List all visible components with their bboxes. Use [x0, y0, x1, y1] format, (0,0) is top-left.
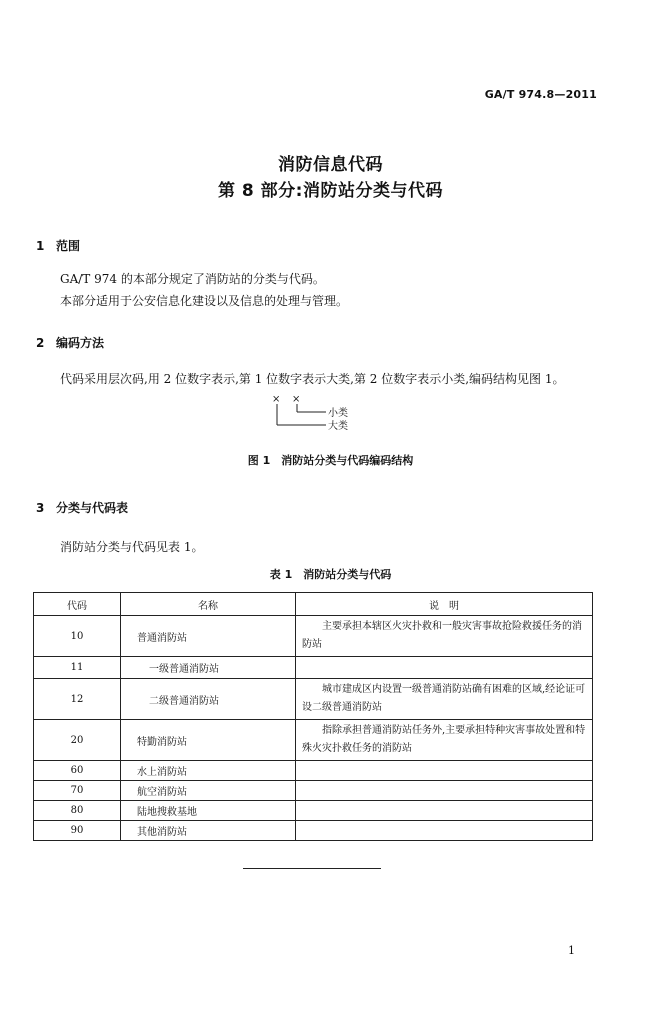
document-subtitle: 第 8 部分:消防站分类与代码 — [218, 181, 443, 201]
cell-name: 其他消防站 — [121, 821, 296, 841]
section-title: 编码方法 — [56, 336, 105, 350]
label-minor-class: 小类 — [328, 408, 348, 419]
section-number: 2 — [36, 336, 45, 350]
paragraph: 本部分适用于公安信息化建设以及信息的处理与管理。 — [60, 294, 349, 308]
cell-name: 二级普通消防站 — [121, 679, 296, 720]
cell-description — [296, 821, 593, 841]
figure-caption: 图 1 消防站分类与代码编码结构 — [247, 454, 414, 467]
cell-description — [296, 657, 593, 679]
paragraph: GA/T 974 的本部分规定了消防站的分类与代码。 — [60, 272, 325, 286]
cell-description — [296, 801, 593, 821]
end-rule — [243, 868, 381, 869]
table-header-row — [34, 593, 593, 616]
cell-name: 陆地搜救基地 — [121, 801, 296, 821]
label-major-class: 大类 — [328, 421, 348, 432]
cell-code: 80 — [34, 801, 121, 821]
standard-number: GA/T 974.8—2011 — [484, 88, 597, 101]
cell-description: 指除承担普通消防站任务外,主要承担特种灾害事故处置和特殊火灾扑救任务的消防站 — [296, 720, 593, 761]
paragraph: 代码采用层次码,用 2 位数字表示,第 1 位数字表示大类,第 2 位数字表示小类,编码结构见图 1。 — [60, 372, 565, 386]
section-title: 范围 — [56, 239, 81, 253]
paragraph: 消防站分类与代码见表 1。 — [60, 540, 204, 554]
classification-code-table — [33, 592, 593, 841]
cell-name: 水上消防站 — [121, 761, 296, 781]
cell-code: 20 — [34, 720, 121, 761]
cell-name: 一级普通消防站 — [121, 657, 296, 679]
cell-code: 70 — [34, 781, 121, 801]
table-row — [34, 616, 593, 657]
cell-description — [296, 781, 593, 801]
cell-description: 城市建成区内设置一级普通消防站确有困难的区域,经论证可设二级普通消防站 — [296, 679, 593, 720]
cell-code: 11 — [34, 657, 121, 679]
cell-code: 90 — [34, 821, 121, 841]
section-title: 分类与代码表 — [56, 501, 129, 515]
digit-symbol-major: × — [272, 394, 281, 405]
section-number: 3 — [36, 501, 45, 515]
table-row — [34, 657, 593, 679]
section-heading-classification-table — [36, 499, 128, 516]
header-description: 说 明 — [296, 593, 593, 616]
table-caption: 表 1 消防站分类与代码 — [269, 568, 392, 581]
cell-code: 12 — [34, 679, 121, 720]
cell-name: 航空消防站 — [121, 781, 296, 801]
page-number: 1 — [568, 944, 575, 957]
table-row — [34, 720, 593, 761]
cell-code: 10 — [34, 616, 121, 657]
table-row — [34, 781, 593, 801]
cell-code: 60 — [34, 761, 121, 781]
digit-symbol-minor: × — [292, 394, 301, 405]
document-title: 消防信息代码 — [278, 155, 383, 175]
table-row — [34, 761, 593, 781]
cell-name: 特勤消防站 — [121, 720, 296, 761]
table-row — [34, 679, 593, 720]
header-name: 名称 — [121, 593, 296, 616]
section-number: 1 — [36, 239, 45, 253]
table-row — [34, 821, 593, 841]
cell-name: 普通消防站 — [121, 616, 296, 657]
cell-description: 主要承担本辖区火灾扑救和一般灾害事故抢险救援任务的消防站 — [296, 616, 593, 657]
table-row — [34, 801, 593, 821]
header-code: 代码 — [34, 593, 121, 616]
cell-description — [296, 761, 593, 781]
